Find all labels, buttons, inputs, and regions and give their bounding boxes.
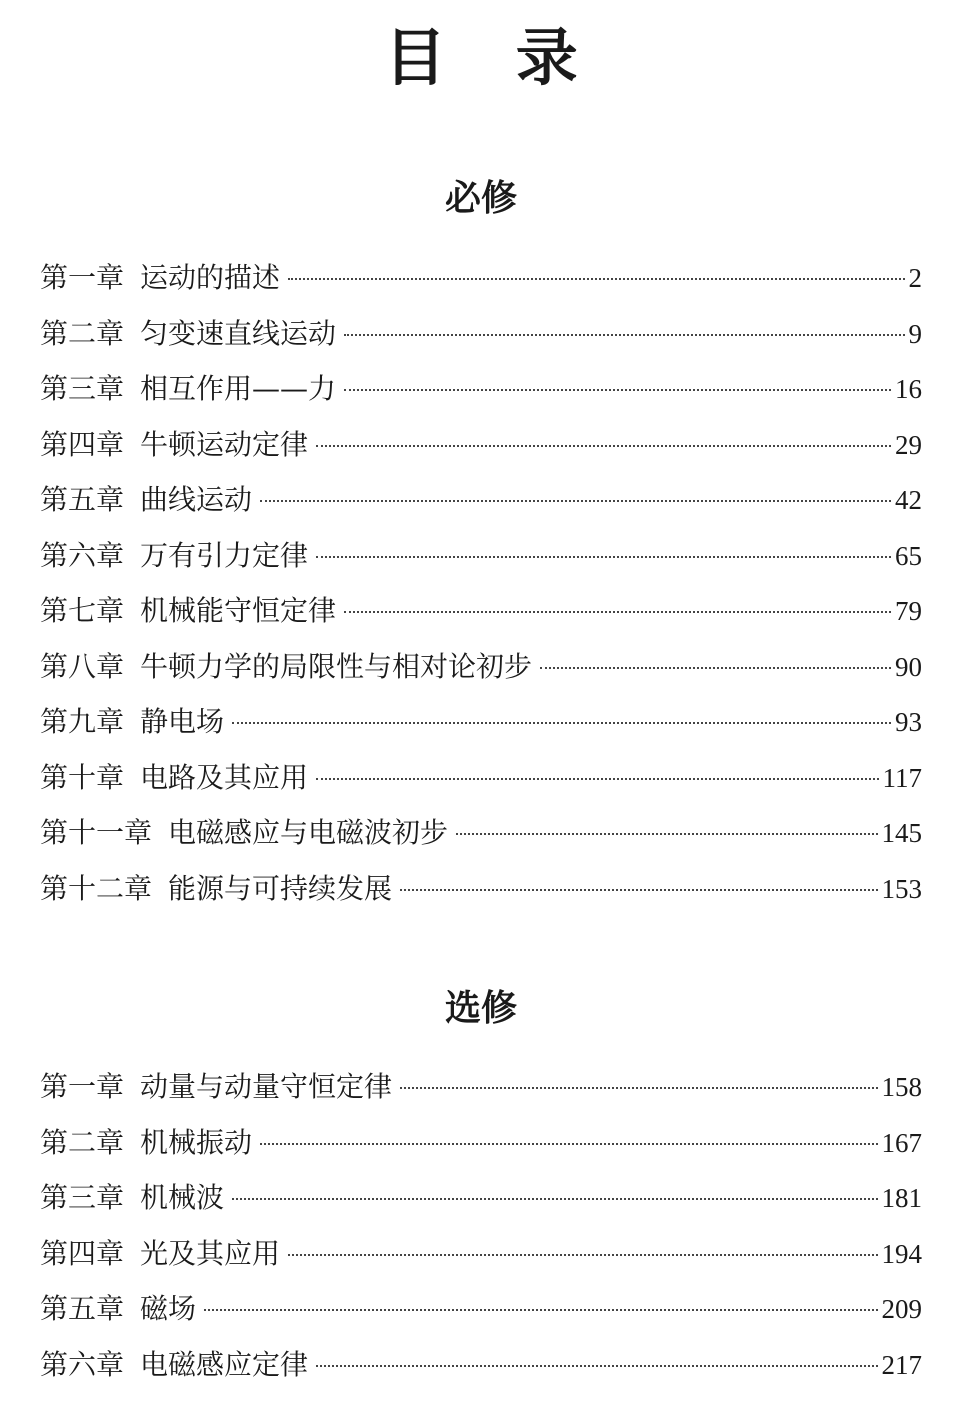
toc-chapter-title: 动量与动量守恒定律 xyxy=(140,1070,393,1103)
toc-page-number: 42 xyxy=(895,485,922,515)
toc-chapter-title: 静电场 xyxy=(140,705,225,738)
toc-dot-leader xyxy=(232,722,891,724)
toc-dot-leader xyxy=(260,500,891,502)
toc-chapter-title: 牛顿力学的局限性与相对论初步 xyxy=(140,649,533,683)
toc-dot-leader xyxy=(316,445,891,447)
toc-page-number: 145 xyxy=(881,818,922,848)
toc-entry[interactable] xyxy=(40,536,922,592)
toc-chapter-number: 第六章 xyxy=(40,1347,125,1381)
toc-entry[interactable] xyxy=(40,1345,922,1401)
toc-chapter-number: 第五章 xyxy=(40,1292,125,1325)
toc-dot-leader xyxy=(288,1254,877,1256)
toc-chapter-title: 磁场 xyxy=(140,1292,197,1325)
toc-chapter-title: 曲线运动 xyxy=(140,483,253,516)
toc-dot-leader xyxy=(316,1365,877,1367)
toc-entry[interactable] xyxy=(40,369,922,425)
toc-page-number: 153 xyxy=(881,873,922,904)
toc-chapter-number: 第三章 xyxy=(40,372,125,405)
toc-entry[interactable] xyxy=(40,1234,922,1290)
toc-chapter-title: 牛顿运动定律 xyxy=(140,427,309,461)
toc-entry[interactable] xyxy=(40,314,922,370)
toc-chapter-number: 第三章 xyxy=(40,1181,125,1214)
toc-list-required xyxy=(40,258,922,924)
toc-chapter-number: 第二章 xyxy=(40,1125,125,1159)
toc-entry[interactable] xyxy=(40,647,922,703)
toc-chapter-number: 第十二章 xyxy=(40,871,153,905)
page-title: 目 录 xyxy=(384,21,602,94)
toc-dot-leader xyxy=(316,556,891,558)
toc-chapter-number: 第五章 xyxy=(40,483,125,516)
toc-page-number: 93 xyxy=(895,707,922,737)
toc-dot-leader xyxy=(232,1198,877,1200)
toc-page-number: 167 xyxy=(881,1127,922,1158)
toc-chapter-number: 第九章 xyxy=(40,705,125,738)
toc-entry[interactable] xyxy=(40,425,922,481)
toc-page-number: 65 xyxy=(895,540,922,571)
toc-page-number: 217 xyxy=(881,1349,922,1380)
toc-dot-leader xyxy=(400,889,877,891)
toc-chapter-number: 第一章 xyxy=(40,1070,125,1103)
toc-entry[interactable] xyxy=(40,1289,922,1345)
toc-dot-leader xyxy=(260,1143,877,1145)
toc-chapter-title: 匀变速直线运动 xyxy=(140,316,337,350)
toc-entry[interactable] xyxy=(40,758,922,814)
toc-chapter-title: 相互作用——力 xyxy=(140,372,337,405)
toc-chapter-title: 光及其应用 xyxy=(140,1236,281,1270)
toc-entry[interactable] xyxy=(40,591,922,647)
toc-chapter-title: 机械能守恒定律 xyxy=(140,594,337,627)
toc-dot-leader xyxy=(316,778,878,780)
toc-chapter-number: 第一章 xyxy=(40,261,125,294)
toc-dot-leader xyxy=(204,1309,877,1311)
toc-entry[interactable] xyxy=(40,869,922,925)
toc-entry[interactable] xyxy=(40,258,922,314)
toc-chapter-number: 第八章 xyxy=(40,649,125,683)
toc-page-number: 181 xyxy=(881,1183,922,1213)
toc-chapter-number: 第十一章 xyxy=(40,816,153,849)
toc-list-elective xyxy=(40,1067,922,1400)
toc-page-number: 29 xyxy=(895,429,922,460)
toc-entry[interactable] xyxy=(40,480,922,536)
toc-chapter-number: 第七章 xyxy=(40,594,125,627)
toc-chapter-number: 第四章 xyxy=(40,1236,125,1270)
toc-chapter-title: 运动的描述 xyxy=(140,261,281,294)
toc-chapter-number: 第十章 xyxy=(40,760,125,794)
toc-page-number: 117 xyxy=(882,762,922,793)
toc-page-number: 79 xyxy=(895,596,922,626)
toc-chapter-title: 电磁感应与电磁波初步 xyxy=(168,816,449,849)
toc-dot-leader xyxy=(344,334,904,336)
toc-page-number: 194 xyxy=(881,1238,922,1269)
toc-dot-leader xyxy=(344,389,891,391)
toc-chapter-title: 万有引力定律 xyxy=(140,538,309,572)
toc-chapter-title: 能源与可持续发展 xyxy=(168,871,393,905)
toc-chapter-number: 第六章 xyxy=(40,538,125,572)
toc-page-number: 2 xyxy=(908,263,922,293)
toc-dot-leader xyxy=(344,611,891,613)
section-heading-elective: 选修 xyxy=(444,987,517,1029)
toc-dot-leader xyxy=(456,833,877,835)
section-heading-required: 必修 xyxy=(444,177,517,219)
toc-entry[interactable] xyxy=(40,1067,922,1123)
toc-chapter-number: 第四章 xyxy=(40,427,125,461)
toc-chapter-title: 机械波 xyxy=(140,1181,225,1214)
toc-page-number: 90 xyxy=(895,651,922,682)
toc-page-number: 209 xyxy=(881,1294,922,1324)
toc-dot-leader xyxy=(288,278,904,280)
toc-chapter-title: 电磁感应定律 xyxy=(140,1347,309,1381)
toc-entry[interactable] xyxy=(40,1178,922,1234)
toc-page-number: 158 xyxy=(881,1072,922,1102)
toc-chapter-title: 机械振动 xyxy=(140,1125,253,1159)
toc-dot-leader xyxy=(540,667,891,669)
toc-page-number: 16 xyxy=(895,374,922,404)
toc-entry[interactable] xyxy=(40,702,922,758)
toc-chapter-title: 电路及其应用 xyxy=(140,760,309,794)
toc-entry[interactable] xyxy=(40,813,922,869)
toc-entry[interactable] xyxy=(40,1123,922,1179)
toc-chapter-number: 第二章 xyxy=(40,316,125,350)
toc-page-number: 9 xyxy=(908,318,922,349)
toc-dot-leader xyxy=(400,1087,877,1089)
